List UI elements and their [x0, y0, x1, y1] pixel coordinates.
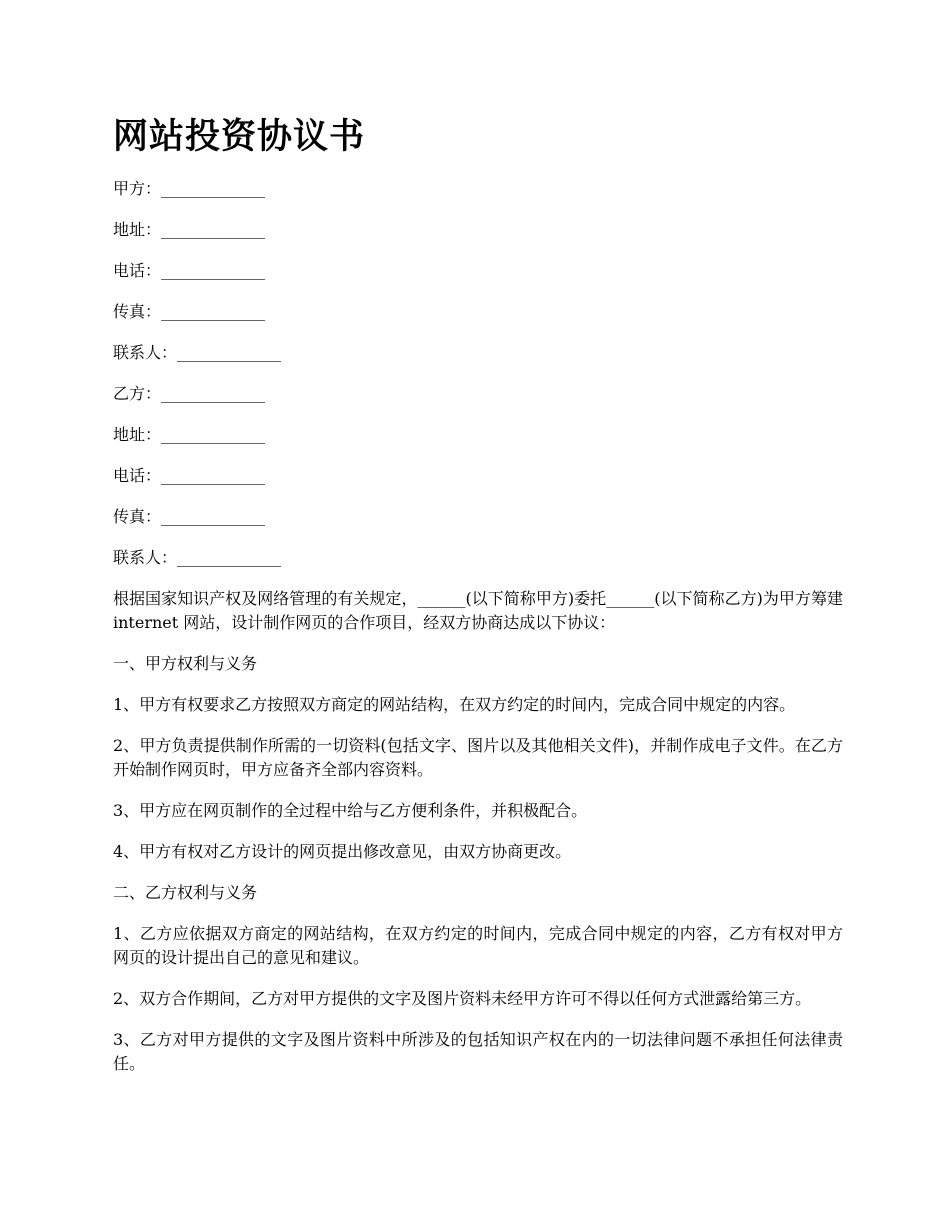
section-2-heading: 二、乙方权利与义务 — [113, 883, 258, 902]
party-b-fax-field: 传真：_____________ — [113, 507, 266, 526]
document-page — [113, 112, 843, 1093]
party-a-contact-field: 联系人：_____________ — [113, 343, 282, 362]
party-a-phone-field: 电话：_____________ — [113, 261, 266, 280]
section-1-item: 1、甲方有权要求乙方按照双方商定的网站结构，在双方约定的时间内，完成合同中规定的内容。 — [113, 695, 796, 714]
section-1-item: 4、甲方有权对乙方设计的网页提出修改意见，由双方协商更改。 — [113, 842, 572, 861]
section-1-item: 2、甲方负责提供制作所需的一切资料(包括文字、图片以及其他相关文件)，并制作成电子文件。在乙方开始制作网页时，甲方应备齐全部内容资料。 — [113, 736, 843, 779]
party-b-phone-field: 电话：_____________ — [113, 466, 266, 485]
section-2-item: 2、双方合作期间，乙方对甲方提供的文字及图片资料未经甲方许可不得以任何方式泄露给第三方。 — [113, 989, 812, 1008]
section-1-item: 3、甲方应在网页制作的全过程中给与乙方便利条件，并积极配合。 — [113, 801, 588, 820]
party-a-fax-field: 传真：_____________ — [113, 302, 266, 321]
document-title: 网站投资协议书 — [113, 116, 366, 157]
section-2-item: 1、乙方应依据双方商定的网站结构，在双方约定的时间内，完成合同中规定的内容，乙方有权对甲方网页的设计提出自己的意见和建议。 — [113, 924, 843, 967]
intro-paragraph: 根据国家知识产权及网络管理的有关规定，______(以下简称甲方)委托______(以下简称乙方)为甲方筹建 internet 网站，设计制作网页的合作项目，经双方协商达成以下协议： — [113, 589, 843, 632]
section-2-item: 3、乙方对甲方提供的文字及图片资料中所涉及的包括知识产权在内的一切法律问题不承担任何法律责任。 — [113, 1030, 843, 1073]
party-a-address-field: 地址：_____________ — [113, 220, 266, 239]
party-a-name-field: 甲方：_____________ — [113, 179, 266, 198]
party-b-name-field: 乙方：_____________ — [113, 384, 266, 403]
party-b-contact-field: 联系人：_____________ — [113, 548, 282, 567]
party-b-address-field: 地址：_____________ — [113, 425, 266, 444]
section-1-heading: 一、甲方权利与义务 — [113, 654, 258, 673]
